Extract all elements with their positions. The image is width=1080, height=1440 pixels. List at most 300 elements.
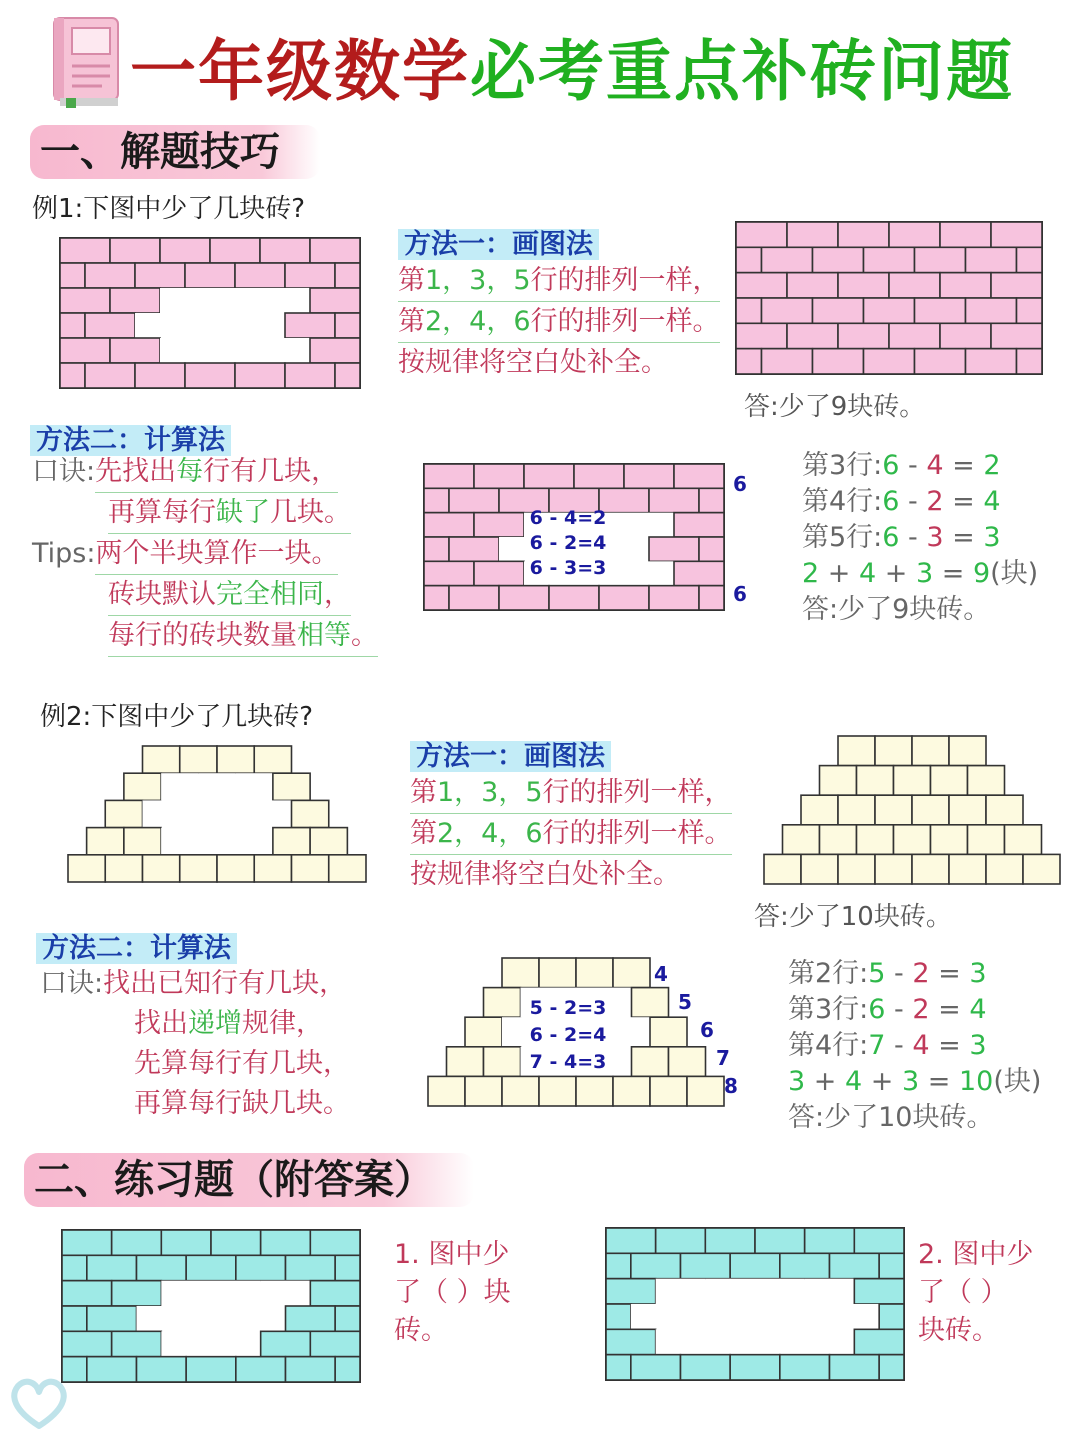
brick	[217, 746, 254, 773]
brick	[1017, 349, 1043, 374]
brick	[915, 349, 966, 374]
brick	[105, 855, 142, 882]
brick	[124, 828, 161, 855]
brick	[211, 1230, 261, 1255]
row-count-label: 6	[733, 582, 747, 606]
brick	[830, 1304, 880, 1329]
example-1-mnemonic: 口诀:先找出每行有几块， 再算每行缺了几块。 Tips:两个半块算作一块。 砖块默认完全相同， 每行的砖块数量相等。	[32, 452, 412, 657]
brick	[236, 1255, 286, 1280]
brick	[762, 349, 813, 374]
brick	[656, 1329, 706, 1354]
brick	[864, 298, 915, 323]
brick	[87, 1357, 137, 1382]
calc-answer: 答:少了10块砖。	[788, 1102, 994, 1133]
brick	[524, 464, 574, 488]
brick	[137, 1306, 187, 1331]
brick	[966, 247, 1017, 272]
brick	[236, 828, 273, 855]
brick	[62, 1255, 87, 1280]
brick	[894, 825, 931, 855]
brick	[674, 464, 724, 488]
brick	[235, 363, 285, 388]
brick	[335, 1357, 360, 1382]
brick	[631, 1253, 681, 1278]
brick	[805, 1228, 855, 1253]
brick	[940, 222, 991, 247]
brick	[112, 1230, 162, 1255]
method-2-heading: 方法二：计算法	[36, 933, 237, 964]
brick	[310, 1281, 360, 1306]
calc-row: 第4行:7 - 4 = 3	[788, 1030, 987, 1061]
brick	[424, 537, 449, 561]
brick	[539, 1076, 576, 1106]
brick	[62, 1281, 112, 1306]
brick	[335, 1306, 360, 1331]
wall-label: 6 - 2=4	[529, 532, 607, 554]
brick	[912, 736, 949, 766]
brick	[912, 854, 949, 884]
brick	[180, 800, 217, 827]
brick	[310, 1230, 360, 1255]
example-2-mnemonic: 口诀:找出已知行有几块， 找出递增规律， 先算每行有几块， 再算每行缺几块。	[40, 968, 350, 1119]
brick	[60, 338, 110, 363]
brick	[335, 1255, 360, 1280]
brick	[260, 288, 310, 313]
example-1-question: 例1:下图中少了几块砖?	[32, 194, 306, 224]
calc-row: 第5行:6 - 3 = 3	[802, 522, 1001, 553]
brick	[820, 825, 857, 855]
brick	[137, 1255, 187, 1280]
brick	[813, 349, 864, 374]
brick	[474, 561, 524, 585]
brick	[135, 313, 185, 338]
brick	[424, 513, 474, 537]
brick	[235, 263, 285, 288]
method-2-heading: 方法二：计算法	[30, 425, 231, 456]
brick	[650, 1076, 687, 1106]
brick	[820, 766, 857, 796]
row-count-label: 6	[733, 472, 747, 496]
brick	[335, 363, 360, 388]
brick	[254, 800, 291, 827]
heart-icon	[6, 1372, 72, 1434]
brick	[236, 1357, 286, 1382]
section-2-heading: 二、练习题（附答案）	[24, 1148, 474, 1205]
brick	[286, 1306, 336, 1331]
brick	[736, 298, 762, 323]
brick	[260, 338, 310, 363]
brick	[606, 1228, 656, 1253]
brick	[180, 746, 217, 773]
brick	[912, 795, 949, 825]
brick	[787, 222, 838, 247]
brick	[285, 363, 335, 388]
brick	[968, 825, 1005, 855]
brick	[624, 513, 674, 537]
example-1-calculation	[802, 448, 1038, 628]
brick	[966, 298, 1017, 323]
brick	[186, 1255, 236, 1280]
brick	[137, 1357, 187, 1382]
section-1-heading: 一、解题技巧	[30, 120, 320, 177]
brick	[161, 1331, 211, 1356]
brick	[124, 773, 161, 800]
brick	[273, 773, 310, 800]
example-2-question: 例2:下图中少了几块砖?	[40, 702, 314, 732]
example-1-wall	[58, 236, 362, 390]
brick	[854, 1329, 904, 1354]
brick	[143, 800, 180, 827]
brick	[875, 736, 912, 766]
brick	[783, 825, 820, 855]
brick	[838, 736, 875, 766]
brick	[854, 1228, 904, 1253]
brick	[484, 1047, 521, 1077]
brick	[87, 1306, 137, 1331]
brick	[85, 313, 135, 338]
brick	[261, 1281, 311, 1306]
brick	[787, 323, 838, 348]
example-2-method-2	[36, 926, 237, 965]
brick	[310, 238, 360, 263]
brick	[85, 363, 135, 388]
brick	[649, 488, 699, 512]
brick	[780, 1304, 830, 1329]
brick	[736, 323, 787, 348]
brick	[210, 238, 260, 263]
brick	[780, 1355, 830, 1380]
brick	[875, 795, 912, 825]
brick	[254, 746, 291, 773]
brick	[889, 273, 940, 298]
brick	[143, 855, 180, 882]
brick	[991, 273, 1042, 298]
brick	[161, 1281, 211, 1306]
brick	[447, 1047, 484, 1077]
brick	[830, 1355, 880, 1380]
brick	[1023, 854, 1060, 884]
brick	[949, 854, 986, 884]
brick	[286, 1255, 336, 1280]
brick	[1017, 298, 1043, 323]
brick	[185, 263, 235, 288]
brick	[762, 247, 813, 272]
brick	[705, 1228, 755, 1253]
brick	[428, 1076, 465, 1106]
brick	[801, 854, 838, 884]
brick	[260, 238, 310, 263]
brick	[449, 537, 499, 561]
brick	[854, 1279, 904, 1304]
brick	[110, 238, 160, 263]
brick	[310, 288, 360, 313]
brick	[613, 958, 650, 988]
brick	[424, 586, 449, 610]
brick	[805, 1329, 855, 1354]
brick	[755, 1279, 805, 1304]
brick	[310, 338, 360, 363]
brick	[780, 1253, 830, 1278]
brick	[211, 1281, 261, 1306]
brick	[838, 854, 875, 884]
example-2-method-1: 方法一：画图法 第1，3，5行的排列一样， 第2，4，6行的排列一样。 按规律将空白处补全。	[410, 741, 732, 890]
brick	[730, 1253, 780, 1278]
brick	[764, 854, 801, 884]
brick	[762, 298, 813, 323]
brick	[889, 222, 940, 247]
brick	[185, 363, 235, 388]
wall-label: 6 - 4=2	[529, 507, 607, 529]
brick	[681, 1253, 731, 1278]
brick	[161, 773, 198, 800]
brick	[198, 773, 235, 800]
brick	[62, 1230, 112, 1255]
brick	[949, 736, 986, 766]
brick	[87, 1255, 137, 1280]
brick	[198, 828, 235, 855]
brick	[915, 298, 966, 323]
brick	[656, 1228, 706, 1253]
brick	[599, 537, 649, 561]
brick	[62, 1306, 87, 1331]
brick	[656, 1279, 706, 1304]
example-2-wall	[66, 744, 368, 884]
row-count-label: 5	[678, 990, 692, 1014]
brick	[286, 1357, 336, 1382]
brick	[273, 828, 310, 855]
brick	[285, 313, 335, 338]
brick	[755, 1329, 805, 1354]
brick	[160, 288, 210, 313]
brick	[889, 323, 940, 348]
brick	[730, 1355, 780, 1380]
brick	[736, 273, 787, 298]
brick	[968, 766, 1005, 796]
brick	[879, 1253, 904, 1278]
brick	[991, 222, 1042, 247]
brick	[161, 828, 198, 855]
brick	[85, 263, 135, 288]
brick	[631, 1304, 681, 1329]
brick	[211, 1331, 261, 1356]
brick	[669, 1047, 706, 1077]
brick	[687, 1076, 724, 1106]
example-1-method-1: 方法一：画图法 第1，3，5行的排列一样， 第2，4，6行的排列一样。 按规律将空白处补全。	[398, 229, 720, 378]
brick	[864, 349, 915, 374]
brick	[87, 828, 124, 855]
brick	[613, 1076, 650, 1106]
brick	[465, 1017, 502, 1047]
brick	[60, 363, 85, 388]
notebook-icon	[50, 14, 124, 110]
brick	[838, 222, 889, 247]
brick	[502, 958, 539, 988]
brick	[110, 288, 160, 313]
brick	[499, 586, 549, 610]
brick	[599, 488, 649, 512]
brick	[180, 855, 217, 882]
brick	[879, 1355, 904, 1380]
brick	[424, 488, 449, 512]
brick	[931, 825, 968, 855]
brick	[449, 488, 499, 512]
brick	[649, 586, 699, 610]
row-count-label: 6	[700, 1018, 714, 1042]
page-title: 一年级数学必考重点补砖问题	[130, 33, 1014, 110]
brick	[681, 1304, 731, 1329]
brick	[68, 855, 105, 882]
brick	[736, 247, 762, 272]
brick	[649, 537, 699, 561]
brick	[940, 323, 991, 348]
brick	[217, 855, 254, 882]
brick	[915, 247, 966, 272]
example-1-wall-calc	[422, 462, 726, 612]
brick	[60, 313, 85, 338]
brick	[705, 1279, 755, 1304]
brick	[730, 1304, 780, 1329]
brick	[801, 795, 838, 825]
brick	[991, 323, 1042, 348]
row-count-label: 8	[724, 1074, 738, 1098]
brick	[805, 1279, 855, 1304]
brick	[631, 1355, 681, 1380]
brick	[186, 1357, 236, 1382]
brick	[813, 247, 864, 272]
brick	[210, 338, 260, 363]
example-1-answer-1: 答:少了9块砖。	[744, 392, 926, 422]
brick	[60, 238, 110, 263]
brick	[606, 1253, 631, 1278]
practice-1-question: 1. 图中少 了（ ）块 砖。	[394, 1239, 511, 1346]
brick	[606, 1329, 656, 1354]
brick	[699, 488, 724, 512]
brick	[674, 513, 724, 537]
example-2-answer-1: 答:少了10块砖。	[754, 902, 952, 932]
brick	[857, 825, 894, 855]
brick	[310, 1331, 360, 1356]
brick	[1017, 247, 1043, 272]
brick	[112, 1331, 162, 1356]
brick	[864, 247, 915, 272]
brick	[112, 1281, 162, 1306]
brick	[576, 958, 613, 988]
calc-row: 第2行:5 - 2 = 3	[788, 958, 987, 989]
method-1-heading: 方法一：画图法	[398, 229, 599, 260]
brick	[60, 263, 85, 288]
brick	[105, 800, 142, 827]
brick	[838, 273, 889, 298]
brick	[135, 363, 185, 388]
brick	[681, 1355, 731, 1380]
brick	[465, 1076, 502, 1106]
brick	[62, 1331, 112, 1356]
brick	[217, 800, 254, 827]
brick	[292, 800, 329, 827]
practice-2-question: 2. 图中少 了（ ） 块砖。	[918, 1239, 1034, 1346]
brick	[335, 263, 360, 288]
brick	[310, 828, 347, 855]
brick	[135, 263, 185, 288]
brick	[606, 1304, 631, 1329]
brick	[624, 464, 674, 488]
brick	[894, 766, 931, 796]
calc-row: 第3行:6 - 4 = 2	[802, 450, 1001, 481]
brick	[949, 795, 986, 825]
brick	[875, 854, 912, 884]
brick	[606, 1279, 656, 1304]
brick	[613, 1017, 650, 1047]
wall-label: 6 - 3=3	[529, 557, 607, 579]
brick	[236, 773, 273, 800]
brick	[755, 1228, 805, 1253]
brick	[424, 561, 474, 585]
brick	[574, 464, 624, 488]
brick	[599, 586, 649, 610]
brick	[449, 586, 499, 610]
brick	[632, 988, 669, 1018]
brick	[986, 795, 1023, 825]
brick	[160, 238, 210, 263]
brick	[484, 988, 521, 1018]
brick	[699, 586, 724, 610]
brick	[650, 1017, 687, 1047]
brick	[549, 586, 599, 610]
wall-label: 6 - 2=4	[529, 1024, 607, 1046]
brick	[931, 766, 968, 796]
row-count-label: 7	[716, 1046, 730, 1070]
calc-sum: 3 + 4 + 3 = 10(块)	[788, 1066, 1042, 1097]
brick	[830, 1253, 880, 1278]
wall-label: 7 - 4=3	[529, 1051, 607, 1073]
calc-answer: 答:少了9块砖。	[802, 594, 991, 625]
brick	[813, 298, 864, 323]
brick	[424, 464, 474, 488]
brick	[787, 273, 838, 298]
brick	[966, 349, 1017, 374]
brick	[857, 766, 894, 796]
wall-label: 5 - 2=3	[529, 997, 607, 1019]
brick	[236, 1306, 286, 1331]
calc-row: 第4行:6 - 2 = 4	[802, 486, 1001, 517]
brick	[940, 273, 991, 298]
practice-1-wall	[60, 1228, 362, 1384]
brick	[335, 313, 360, 338]
example-1-completed-wall	[734, 220, 1044, 376]
brick	[502, 1076, 539, 1106]
brick	[285, 263, 335, 288]
brick	[60, 288, 110, 313]
row-count-label: 4	[654, 962, 668, 986]
brick	[606, 1355, 631, 1380]
brick	[838, 323, 889, 348]
brick	[474, 513, 524, 537]
brick	[539, 958, 576, 988]
method-1-heading: 方法一：画图法	[410, 741, 611, 772]
brick	[986, 854, 1023, 884]
brick	[576, 1076, 613, 1106]
brick	[1005, 825, 1042, 855]
brick	[624, 561, 674, 585]
brick	[329, 855, 366, 882]
brick	[261, 1230, 311, 1255]
brick	[705, 1329, 755, 1354]
brick	[254, 855, 291, 882]
calc-sum: 2 + 4 + 3 = 9(块)	[802, 558, 1039, 589]
brick	[736, 349, 762, 374]
practice-2-wall	[604, 1226, 906, 1382]
calc-row: 第3行:6 - 2 = 4	[788, 994, 987, 1025]
